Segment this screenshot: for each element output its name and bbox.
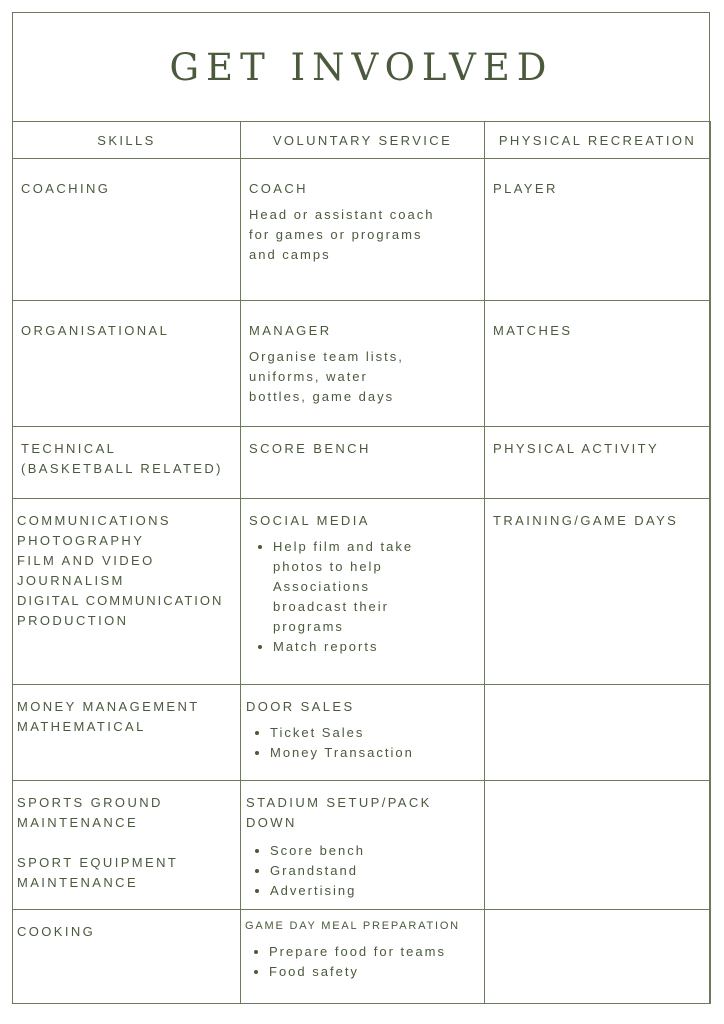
skills-cell: [13, 685, 241, 781]
table-row: [13, 685, 711, 781]
service-cell: [241, 499, 485, 685]
skills-cell: [13, 427, 241, 499]
service-bullets: [246, 723, 476, 763]
header-voluntary-service: VOLUNTARY SERVICE: [241, 122, 485, 159]
skill-label: JOURNALISM: [17, 573, 125, 588]
service-bullets: [249, 537, 476, 657]
header-row: [13, 122, 711, 159]
recreation-cell: [485, 910, 711, 1004]
service-title: DOOR SALES: [246, 699, 355, 714]
service-description: Head or assistant coach for games or programs and camps: [249, 207, 435, 262]
header-physical-recreation: PHYSICAL RECREATION: [485, 122, 711, 159]
header-skills: SKILLS: [13, 122, 241, 159]
list-item: • Ticket Sales: [270, 723, 476, 743]
recreation-cell: [485, 685, 711, 781]
recreation-cell: [485, 301, 711, 427]
service-title: SCORE BENCH: [249, 441, 371, 456]
table-row: [13, 159, 711, 301]
service-bullets: [245, 942, 476, 982]
table-row: [13, 427, 711, 499]
service-cell: [241, 685, 485, 781]
table-row: [13, 301, 711, 427]
service-cell: [241, 159, 485, 301]
service-title: MANAGER: [249, 323, 332, 338]
list-item: • Score bench: [270, 841, 476, 861]
recreation-label: PLAYER: [493, 181, 558, 196]
service-title: SOCIAL MEDIA: [249, 513, 370, 528]
table-row: [13, 499, 711, 685]
skills-cell: [13, 781, 241, 910]
skills-cell: [13, 301, 241, 427]
recreation-cell: [485, 159, 711, 301]
skill-label: PHOTOGRAPHY: [17, 533, 145, 548]
skill-label: MONEY MANAGEMENT: [17, 699, 200, 714]
skill-label: PRODUCTION: [17, 613, 129, 628]
recreation-label: TRAINING/GAME DAYS: [493, 513, 679, 528]
involvement-table: [12, 121, 711, 1004]
recreation-label: PHYSICAL ACTIVITY: [493, 441, 660, 456]
table-row: [13, 781, 711, 910]
skill-label: (BASKETBALL RELATED): [21, 461, 223, 476]
skill-label: MATHEMATICAL: [17, 719, 146, 734]
skill-label: TECHNICAL: [21, 441, 117, 456]
skill-label: SPORTS GROUND: [17, 795, 163, 810]
skill-label: COOKING: [17, 924, 96, 939]
service-cell: [241, 910, 485, 1004]
skills-cell: [13, 159, 241, 301]
service-cell: [241, 301, 485, 427]
list-item: • Prepare food for teams: [269, 942, 476, 962]
list-item: • Help film and take photos to help Associations broadcast their programs: [273, 537, 446, 637]
recreation-cell: [485, 781, 711, 910]
page-title: GET INVOLVED: [169, 45, 554, 89]
service-title: DOWN: [246, 815, 297, 830]
service-title: COACH: [249, 181, 308, 196]
service-cell: [241, 427, 485, 499]
list-item: • Grandstand: [270, 861, 476, 881]
list-item: • Food safety: [269, 962, 476, 982]
service-title: GAME DAY MEAL PREPARATION: [245, 920, 460, 932]
skill-label: FILM AND VIDEO: [17, 553, 155, 568]
skills-cell: [13, 499, 241, 685]
list-item: • Match reports: [273, 637, 446, 657]
service-cell: [241, 781, 485, 910]
service-description: Organise team lists, uniforms, water bottles, game days: [249, 349, 404, 404]
skill-label: COACHING: [21, 181, 111, 196]
recreation-label: MATCHES: [493, 323, 573, 338]
skills-cell: [13, 910, 241, 1004]
skill-label: MAINTENANCE: [17, 815, 139, 830]
skill-label: DIGITAL COMMUNICATION: [17, 593, 224, 608]
list-item: • Money Transaction: [270, 743, 476, 763]
skill-label: COMMUNICATIONS: [17, 513, 171, 528]
recreation-cell: [485, 427, 711, 499]
skill-label: SPORT EQUIPMENT: [17, 855, 179, 870]
service-bullets: [246, 841, 476, 901]
skill-label: MAINTENANCE: [17, 875, 139, 890]
recreation-cell: [485, 499, 711, 685]
list-item: • Advertising: [270, 881, 476, 901]
service-title: STADIUM SETUP/PACK: [246, 795, 432, 810]
skill-label: ORGANISATIONAL: [21, 323, 170, 338]
table-row: [13, 910, 711, 1004]
